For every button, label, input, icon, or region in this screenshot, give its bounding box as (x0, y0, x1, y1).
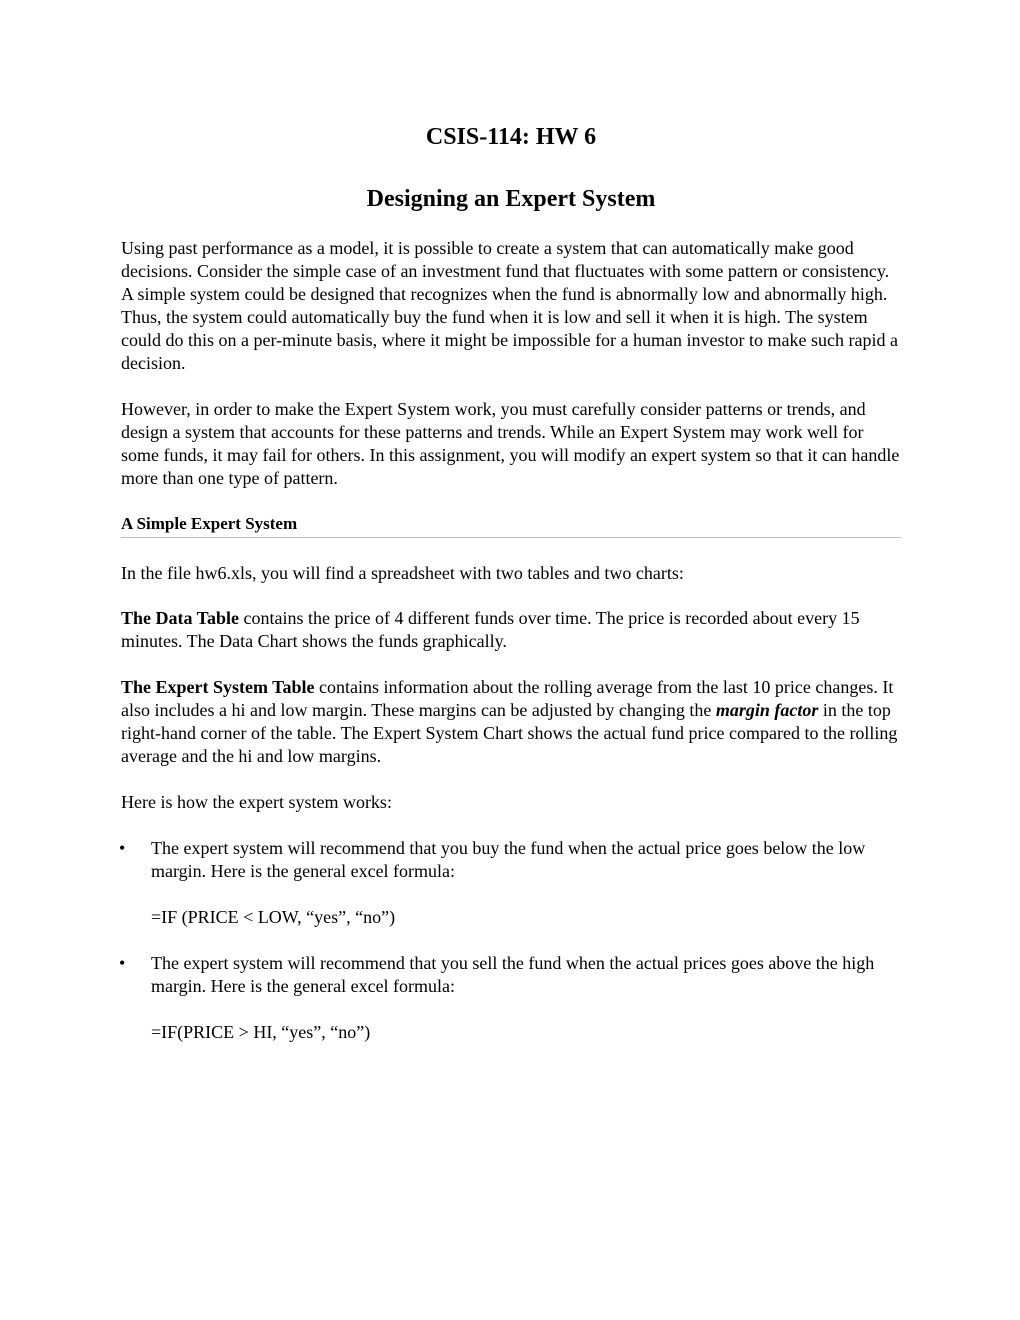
section-heading: A Simple Expert System (121, 513, 901, 538)
expert-table-text-a: contains information about the rolling average from the last 10 price changes. It also includes a hi and low margin. These margins can be adjusted by changing the (121, 677, 894, 720)
bullet-sell-text: The expert system will recommend that you sell the fund when the actual prices goes above the high margin. Here is the general excel formula: (151, 953, 875, 996)
bullet-buy-text: The expert system will recommend that you buy the fund when the actual price goes below the low margin. Here is the general excel formula: (151, 838, 866, 881)
intro-paragraph-2: However, in order to make the Expert System work, you must carefully consider patterns or trends, and design a system that accounts for these patterns and trends. While an Expert System may work well for some funds, it may fail for others. In this assignment, you will modify an expert system so that it can handle more than one type of pattern. (121, 399, 900, 488)
margin-factor-term: margin factor (715, 700, 819, 720)
data-table-label: The Data Table (121, 608, 240, 628)
how-it-works-paragraph: Here is how the expert system works: (121, 792, 392, 812)
bullet-sell (121, 952, 901, 998)
expert-table-label: The Expert System Table (121, 677, 315, 697)
document-title: CSIS-114: HW 6 (425, 124, 597, 150)
section-paragraph-files: In the file hw6.xls, you will find a spreadsheet with two tables and two charts: (121, 563, 684, 583)
bullet-buy (121, 837, 901, 883)
bullet-dot-icon: • (119, 953, 126, 973)
data-table-paragraph (121, 607, 901, 653)
expert-table-text-b: in the top right-hand corner of the table. The Expert System Chart shows the actual fund price compared to the rolling average and the hi and low margins. (121, 700, 898, 766)
expert-table-paragraph (121, 676, 901, 768)
formula-buy: =IF (PRICE < LOW, “yes”, “no”) (151, 907, 396, 927)
intro-paragraph-1: Using past performance as a model, it is possible to create a system that can automatically make good decisions. Consider the simple case of an investment fund that fluctuates with some pattern or consistency. A simple system could be designed that recognizes when the fund is abnormally low and abnormally high. Thus, the system could automatically buy the fund when it is low and sell it when it is high. The system could do this on a per-minute basis, where it might be impossible for a human investor to make such rapid a decision. (121, 238, 898, 373)
formula-sell: =IF(PRICE > HI, “yes”, “no”) (151, 1022, 371, 1042)
data-table-text: contains the price of 4 different funds over time. The price is recorded about every 15 minutes. The Data Chart shows the funds graphically. (121, 608, 860, 651)
document-subtitle: Designing an Expert System (366, 186, 656, 212)
bullet-dot-icon: • (119, 838, 126, 858)
